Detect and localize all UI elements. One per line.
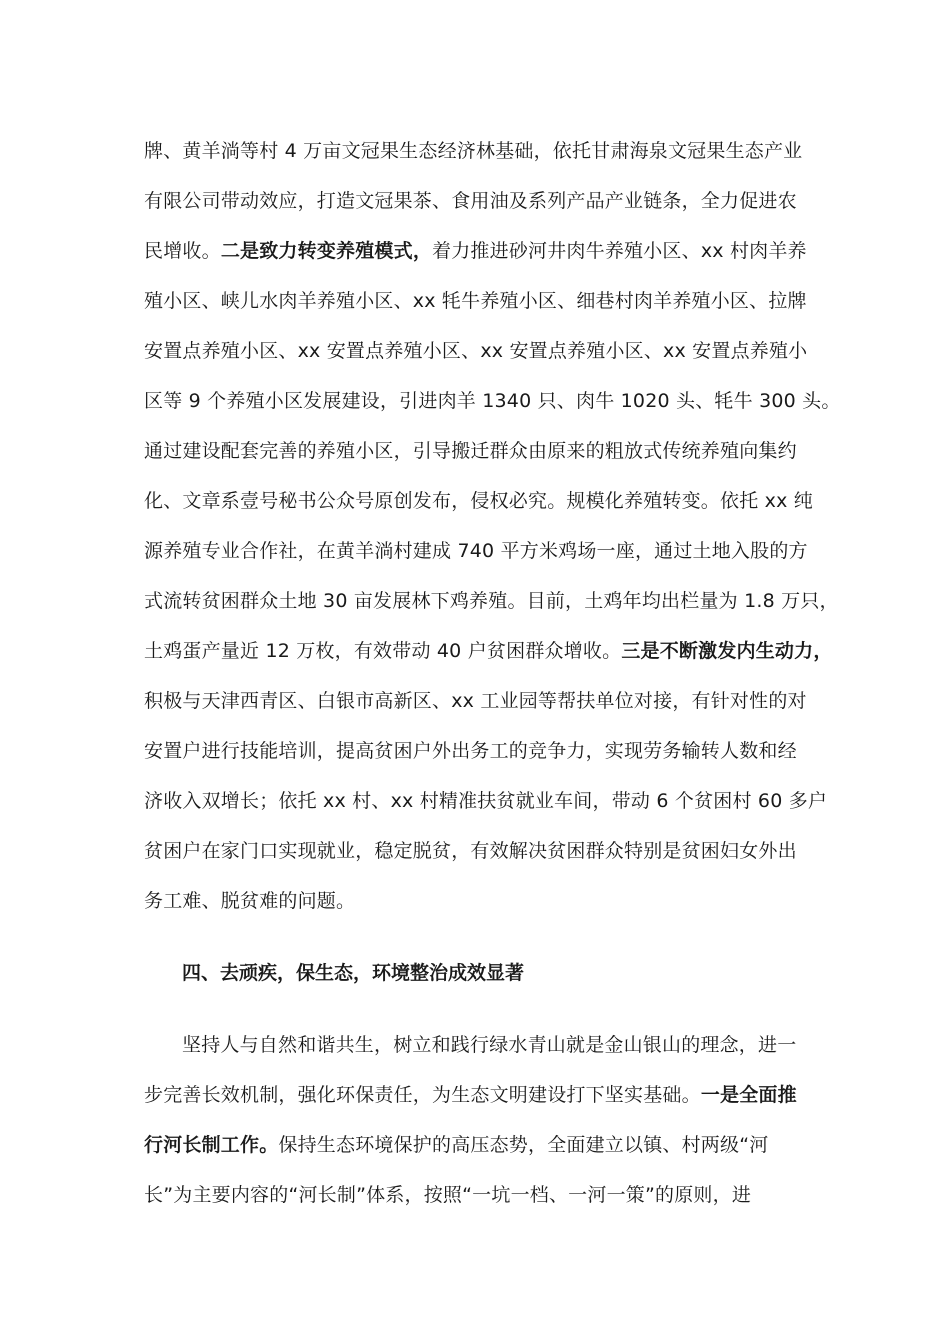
text-span: 安置户进行技能培训，提高贫困户外出务工的竞争力，实现劳务输转人数和经 [144,740,797,762]
text-span: 通过建设配套完善的养殖小区，引导搬迁群众由原来的粗放式传统养殖向集约 [144,440,797,462]
bold-keypoint-3: 三是不断激发内生动力， [621,640,833,662]
text-span: 牌、黄羊淌等村 4 万亩文冠果生态经济林基础，依托甘肃海泉文冠果生态产业 [144,140,803,162]
text-span: 积极与天津西青区、白银市高新区、xx 工业园等帮扶单位对接，有针对性的对 [144,690,807,712]
paragraph-poverty-industry [144,126,841,926]
text-line [144,826,824,876]
text-span: 民增收。 [144,240,221,262]
text-line [144,1020,824,1070]
text-line [144,276,824,326]
paragraph-ecology [144,1020,824,1220]
text-span: 土鸡蛋产量近 12 万枚，有效带动 40 户贫困群众增收。 [144,640,622,662]
text-line [144,326,824,376]
text-line [144,526,824,576]
text-span: 保持生态环境保护的高压态势，全面建立以镇、村两级“河 [278,1134,769,1156]
text-span: 长”为主要内容的“河长制”体系，按照“一坑一档、一河一策”的原则，进 [144,1184,752,1206]
text-line [144,876,824,926]
bold-keypoint-1: 一是全面推 [700,1084,797,1106]
text-span: 源养殖专业合作社，在黄羊淌村建成 740 平方米鸡场一座，通过土地入股的方 [144,540,808,562]
text-span: 有限公司带动效应，打造文冠果茶、食用油及系列产品产业链条，全力促进农 [144,190,797,212]
section-heading: 四、去顽疾，保生态，环境整治成效显著 [182,962,525,984]
text-span: 步完善长效机制，强化环保责任，为生态文明建设打下坚实基础。 [144,1084,701,1106]
text-line [144,176,824,226]
text-line [144,626,833,676]
text-span: 区等 9 个养殖小区发展建设，引进肉羊 1340 只、肉牛 1020 头、牦牛 300 头。 [144,390,841,412]
text-span: 务工难、脱贫难的问题。 [144,890,356,912]
text-span: 殖小区、峡儿水肉羊养殖小区、xx 牦牛养殖小区、细巷村肉羊养殖小区、拉牌 [144,290,807,312]
text-span: 式流转贫困群众土地 30 亩发展林下鸡养殖。目前，土鸡年均出栏量为 1.8 万只， [144,590,839,612]
text-span: 济收入双增长；依托 xx 村、xx 村精准扶贫就业车间，带动 6 个贫困村 60 多户 [144,790,828,812]
text-line [144,726,824,776]
text-line [144,126,824,176]
text-line [144,776,828,826]
text-span: 安置点养殖小区、xx 安置点养殖小区、xx 安置点养殖小区、xx 安置点养殖小 [144,340,808,362]
bold-keypoint-2: 二是致力转变养殖模式， [220,240,433,262]
text-line [144,226,824,276]
text-span: 着力推进砂河井肉牛养殖小区、xx 村肉羊养 [432,240,807,262]
text-span: 化、文章系壹号秘书公众号原创发布，侵权必究。规模化养殖转变。依托 xx 纯 [144,490,813,512]
text-line [144,1120,824,1170]
text-line [144,1070,824,1120]
text-line [144,376,841,426]
text-line [144,426,824,476]
text-line [144,476,824,526]
text-span: 坚持人与自然和谐共生，树立和践行绿水青山就是金山银山的理念，进一 [182,1034,797,1056]
text-line [144,576,839,626]
text-span: 贫困户在家门口实现就业，稳定脱贫，有效解决贫困群众特别是贫困妇女外出 [144,840,797,862]
bold-keypoint-1-cont: 行河长制工作。 [144,1134,279,1156]
text-line [144,676,824,726]
text-line [144,1170,824,1220]
